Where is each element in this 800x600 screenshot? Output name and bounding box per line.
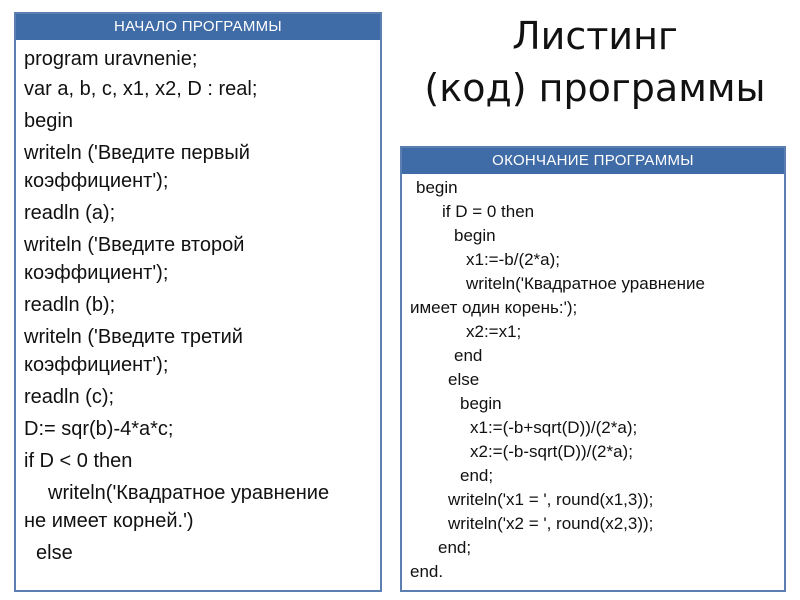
code-line: if D = 0 then (442, 202, 535, 221)
code-line: коэффициент'); (24, 354, 169, 376)
code-line: readln (b); (24, 294, 116, 316)
code-line: readln (a); (24, 202, 116, 224)
program-start-header: НАЧАЛО ПРОГРАММЫ (16, 14, 380, 40)
code-line: begin (24, 110, 73, 132)
code-line: не имеет корней.') (24, 510, 194, 532)
code-line: else (448, 370, 480, 389)
code-line: end; (438, 538, 472, 557)
code-line: begin (454, 226, 496, 245)
code-line: x1:=(-b+sqrt(D))/(2*a); (470, 418, 638, 437)
code-line: begin (460, 394, 502, 413)
code-line: x2:=(-b-sqrt(D))/(2*a); (470, 442, 633, 461)
program-start-panel (14, 12, 382, 592)
code-line: writeln('Квадратное уравнение (466, 274, 705, 293)
code-line: if D < 0 then (24, 450, 133, 472)
code-line: readln (c); (24, 386, 115, 408)
code-line: else (36, 542, 73, 564)
code-line: D:= sqr(b)-4*a*c; (24, 418, 174, 440)
code-line: begin (416, 178, 458, 197)
code-line: end. (410, 562, 444, 581)
code-line: коэффициент'); (24, 262, 169, 284)
code-line: end; (460, 466, 494, 485)
code-line: writeln('x1 = ', round(x1,3)); (448, 490, 654, 509)
code-line: program uravnenie; (24, 48, 198, 70)
code-line: writeln ('Введите первый (24, 142, 250, 164)
program-end-header: ОКОНЧАНИЕ ПРОГРАММЫ (402, 148, 784, 174)
code-line: x2:=x1; (466, 322, 522, 341)
code-line: x1:=-b/(2*a); (466, 250, 561, 269)
code-line: writeln ('Введите второй (24, 234, 245, 256)
code-line: коэффициент'); (24, 170, 169, 192)
code-line: end (454, 346, 483, 365)
code-line: var a, b, c, x1, x2, D : real; (24, 78, 258, 100)
code-line: writeln('x2 = ', round(x2,3)); (448, 514, 654, 533)
page-title-line1: Листинг (512, 14, 678, 58)
code-line: writeln('Квадратное уравнение (48, 482, 330, 504)
program-end-panel (400, 146, 786, 592)
page-title-line2: (код) программы (424, 66, 766, 110)
code-line: writeln ('Введите третий (24, 326, 243, 348)
code-line: имеет один корень:'); (410, 298, 578, 317)
